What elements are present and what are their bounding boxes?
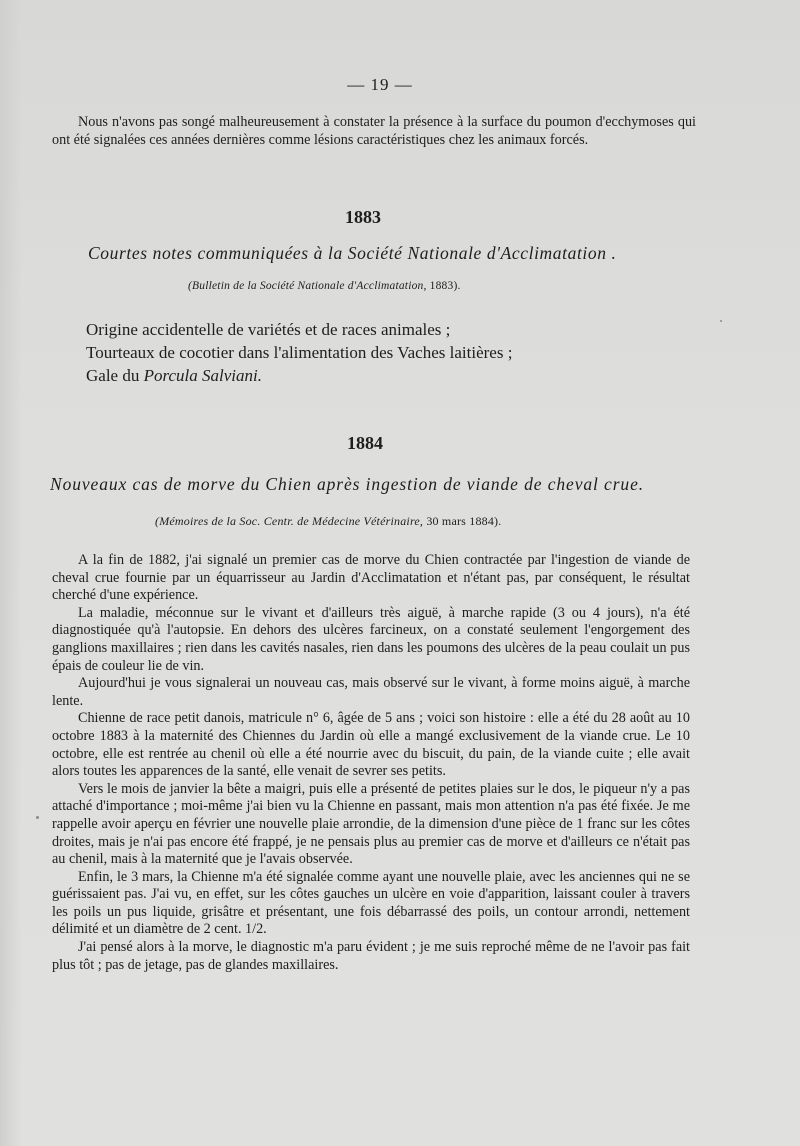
year-heading-1883: 1883 [345,207,381,227]
paragraph: La maladie, méconnue sur le vivant et d'ailleurs très aiguë, à marche rapide (3 ou 4 jours), n'a été diagnostiquée qu'à l'autopsie. En dehors des ulcères farcineux, on a constaté seulement l'engorgement des ganglions maxillaires ; rien dans les cavités nasales, rien dans les poumons des ulcères de la peau coulait un pus épais de couleur lie de vin. [52,604,690,674]
citation-text: (Mémoires de la Soc. Centr. de Médecine Vétérinaire, [155,514,424,528]
page-edge-shadow [0,0,22,1146]
body-text-1884 [52,552,690,974]
paragraph: Nous n'avons pas songé malheureusement à constater la présence à la surface du poumon d'ecchymoses qui ont été signalées ces années dernières comme lésions caractéristiques chez les animaux forcés. [52,114,696,148]
title-prefix: Gale du [86,366,144,385]
paragraph: Chienne de race petit danois, matricule n° 6, âgée de 5 ans ; voici son histoire : elle a été du 28 août au 10 octobre 1883 à la maternité des Chiennes du Jardin où elle a mangé exclusivement de la viande crue. Le 10 octobre, elle est rentrée au chenil où elle a été nourrie avec du biscuit, du pain, de la viande cuite ; elle avait alors toutes les apparences de la santé, elle venait de sevrer ses petits. [52,710,690,780]
paragraph: Enfin, le 3 mars, la Chienne m'a été signalée comme ayant une nouvelle plaie, avec les anciennes qui ne se guérissaient pas. J'ai vu, en effet, sur les côtes gauches un ulcère en voie d'apparition, laissant couler à travers les poils un pus liquide, grisâtre et présentant, une fois débarrassé des poils, un contour arrondi, nettement délimité et un diamètre de 2 cent. 1/2. [52,868,690,938]
source-citation-1884 [155,514,595,529]
year-heading-1884: 1884 [347,433,383,453]
title-line [86,364,686,387]
citation-text: (Bulletin de la Société Nationale d'Acclimatation, [188,280,427,292]
intro-paragraph [52,114,696,149]
section-heading-1884: Nouveaux cas de morve du Chien après ingestion de viande de cheval crue. [50,474,645,494]
species-name: Porcula Salviani. [143,366,262,385]
paragraph: A la fin de 1882, j'ai signalé un premier cas de morve du Chien contractée par l'ingestion de viande de cheval crue fournie par un équarrisseur au Jardin d'Acclimatation et n'étant pas, par conséquent, le résultat cherché d'une expérience. [52,552,690,604]
paragraph: Aujourd'hui je vous signalerai un nouveau cas, mais observé sur le vivant, à forme moins aiguë, à marche lente. [52,675,690,709]
title-line: Tourteaux de cocotier dans l'alimentation des Vaches laitières ; [86,343,513,362]
paper-speck [720,320,722,322]
titles-list-1883 [86,318,686,387]
title-line: Origine accidentelle de variétés et de races animales ; [86,320,451,339]
citation-date: 1883). [429,280,461,292]
paragraph: Vers le mois de janvier la bête a maigri, puis elle a présenté de petites plaies sur le dos, le piqueur n'y a pas attaché d'importance ; moi-même j'ai bien vu la Chienne en passant, mais mon attention n'a pas été fixée. Je me rappelle avoir aperçu en février une nouvelle plaie arrondie, de la dimension d'une pièce de 1 franc sur les côtes droites, mais je n'ai pas encore été frappé, je ne pensais plus au premier cas de morve et d'ailleurs ce n'était pas au chenil, mais à la maternité que je l'avais observée. [52,780,690,868]
paragraph: J'ai pensé alors à la morve, le diagnostic m'a paru évident ; je me suis reproché même de ne l'avoir pas fait plus tôt ; pas de jetage, pas de glandes maxillaires. [52,939,690,973]
section-heading-1883: Courtes notes communiquées à la Société Nationale d'Acclimatation . [88,243,617,263]
citation-date: 30 mars 1884). [426,514,502,528]
page-number: — 19 — [347,75,413,94]
paper-speck [36,816,39,819]
source-citation-1883 [188,280,588,292]
